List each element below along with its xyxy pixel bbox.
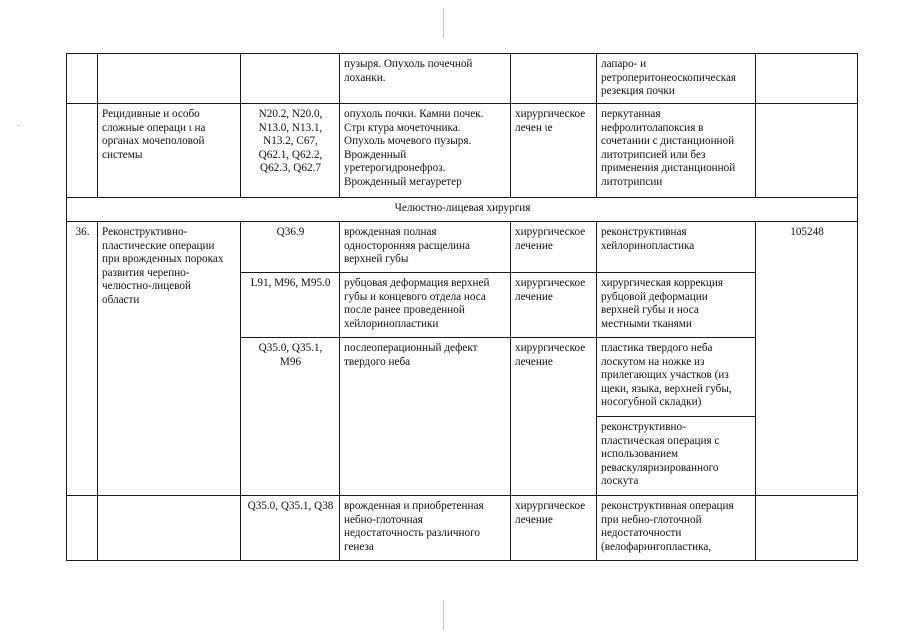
- method-text: хирургическая коррекция рубцовой деформации верхней губы и носа местными тканями: [601, 277, 723, 330]
- diagnosis-cell: [340, 222, 511, 273]
- method-text: реконструктивная хейлоринопластика: [601, 226, 695, 252]
- procedure-group-cell: [98, 222, 241, 496]
- treatment-type-text: хирургическое лечение: [515, 226, 586, 252]
- icd-codes-text: L91, M96, M95.0: [250, 277, 331, 289]
- method-cell: [597, 338, 756, 417]
- price-cell: [756, 496, 858, 561]
- icd-codes-cell: [241, 104, 340, 198]
- method-cell: [597, 104, 756, 198]
- treatment-type-cell: [511, 496, 597, 561]
- method-text: перкутанная нефролитолапоксия в сочетании с дистанционной литотрипсией или без применения дистанционной литотрипсии: [601, 108, 736, 188]
- icd-codes-text: Q35.0, Q35.1, Q38: [247, 500, 334, 512]
- diagnosis-text: пузыря. Опухоль почечной лоханки.: [344, 58, 473, 84]
- price-cell: [756, 104, 858, 198]
- icd-codes-text: Q36.9: [276, 226, 305, 238]
- treatment-type-cell: [511, 338, 597, 496]
- icd-codes-cell: [241, 54, 340, 104]
- row-number-text: 36.: [75, 226, 90, 238]
- diagnosis-text: врожденная и приобретенная небно-глоточная недостаточность различного генеза: [344, 500, 484, 553]
- icd-codes-cell: [241, 222, 340, 273]
- row-number-cell: [67, 222, 98, 496]
- treatment-type-cell: [511, 54, 597, 104]
- method-text: реконструктивно- пластическая операция с использованием реваскуляризированного лоскута: [601, 421, 720, 488]
- diagnosis-cell: [340, 338, 511, 496]
- diagnosis-text: врожденная полная односторонняя расщелина верхней губы: [344, 226, 471, 266]
- procedure-group-cell: [98, 54, 241, 104]
- treatment-type-text: хирургическое лечение: [515, 500, 586, 526]
- icd-codes-cell: [241, 273, 340, 338]
- section-title: Челюстно-лицевая хирургия: [67, 198, 858, 222]
- icd-codes-text: N20.2, N20.0, N13.0, N13.1, N13.2, C67, Q62.1, Q62.2, Q62.3, Q62.7: [258, 108, 323, 175]
- method-cell: [597, 222, 756, 273]
- scan-fold-mark-bottom: [443, 600, 444, 630]
- table-row: [67, 104, 858, 198]
- scan-dot-mark: [17, 125, 20, 126]
- table-row: [67, 54, 858, 104]
- medical-procedures-table: [66, 53, 858, 561]
- diagnosis-text: рубцовая деформация верхней губы и концевого отдела носа после ранее проведенной хейлоринопластики: [344, 277, 490, 330]
- diagnosis-text: послеоперационный дефект твердого неба: [344, 342, 478, 368]
- treatment-type-text: хирургическое лечение: [515, 342, 586, 368]
- section-header-row: [67, 198, 858, 222]
- treatment-type-text: хирургическое лечение: [515, 277, 586, 303]
- row-number-cell: [67, 104, 98, 198]
- diagnosis-text: опухоль почки. Камни почек. Стрı ктура мочеточника. Опухоль мочевого пузыря. Врожденный уретерогидронефроз. Врожденный мегауретер: [344, 108, 484, 188]
- treatment-type-text: хирургическое лечен ιе: [515, 108, 586, 134]
- price-text: 105248: [790, 226, 824, 238]
- table-row: [67, 222, 858, 273]
- method-cell: [597, 496, 756, 561]
- method-text: лапаро- и ретроперитонеоскопическая резекция почки: [601, 58, 737, 98]
- diagnosis-cell: [340, 54, 511, 104]
- method-text: пластика твердого неба лоскутом на ножке из прилегающих участков (из щеки, языка, верхней губы, носогубной складки): [601, 342, 732, 409]
- procedure-group-text: Рецидивные и особо сложные операци ι на органах мочеполовой системы: [102, 108, 206, 161]
- treatment-type-cell: [511, 104, 597, 198]
- diagnosis-cell: [340, 104, 511, 198]
- diagnosis-cell: [340, 273, 511, 338]
- procedure-group-text: Реконструктивно- пластические операции при врожденных пороках развития черепно- челюстно-лицевой области: [102, 226, 224, 306]
- method-cell: [597, 273, 756, 338]
- icd-codes-cell: [241, 338, 340, 496]
- treatment-type-cell: [511, 273, 597, 338]
- row-number-cell: [67, 54, 98, 104]
- treatment-type-cell: [511, 222, 597, 273]
- icd-codes-cell: [241, 496, 340, 561]
- icd-codes-text: Q35.0, Q35.1, M96: [258, 342, 323, 368]
- diagnosis-cell: [340, 496, 511, 561]
- method-cell: [597, 417, 756, 496]
- price-cell: [756, 54, 858, 104]
- method-text: реконструктивная операция при небно-глоточной недостаточности (велофарингопластика,: [601, 500, 734, 553]
- scan-fold-mark-top: [443, 8, 444, 38]
- method-cell: [597, 54, 756, 104]
- price-cell: [756, 222, 858, 496]
- procedure-group-cell: [98, 496, 241, 561]
- row-number-cell: [67, 496, 98, 561]
- procedure-group-cell: [98, 104, 241, 198]
- table-row: [67, 496, 858, 561]
